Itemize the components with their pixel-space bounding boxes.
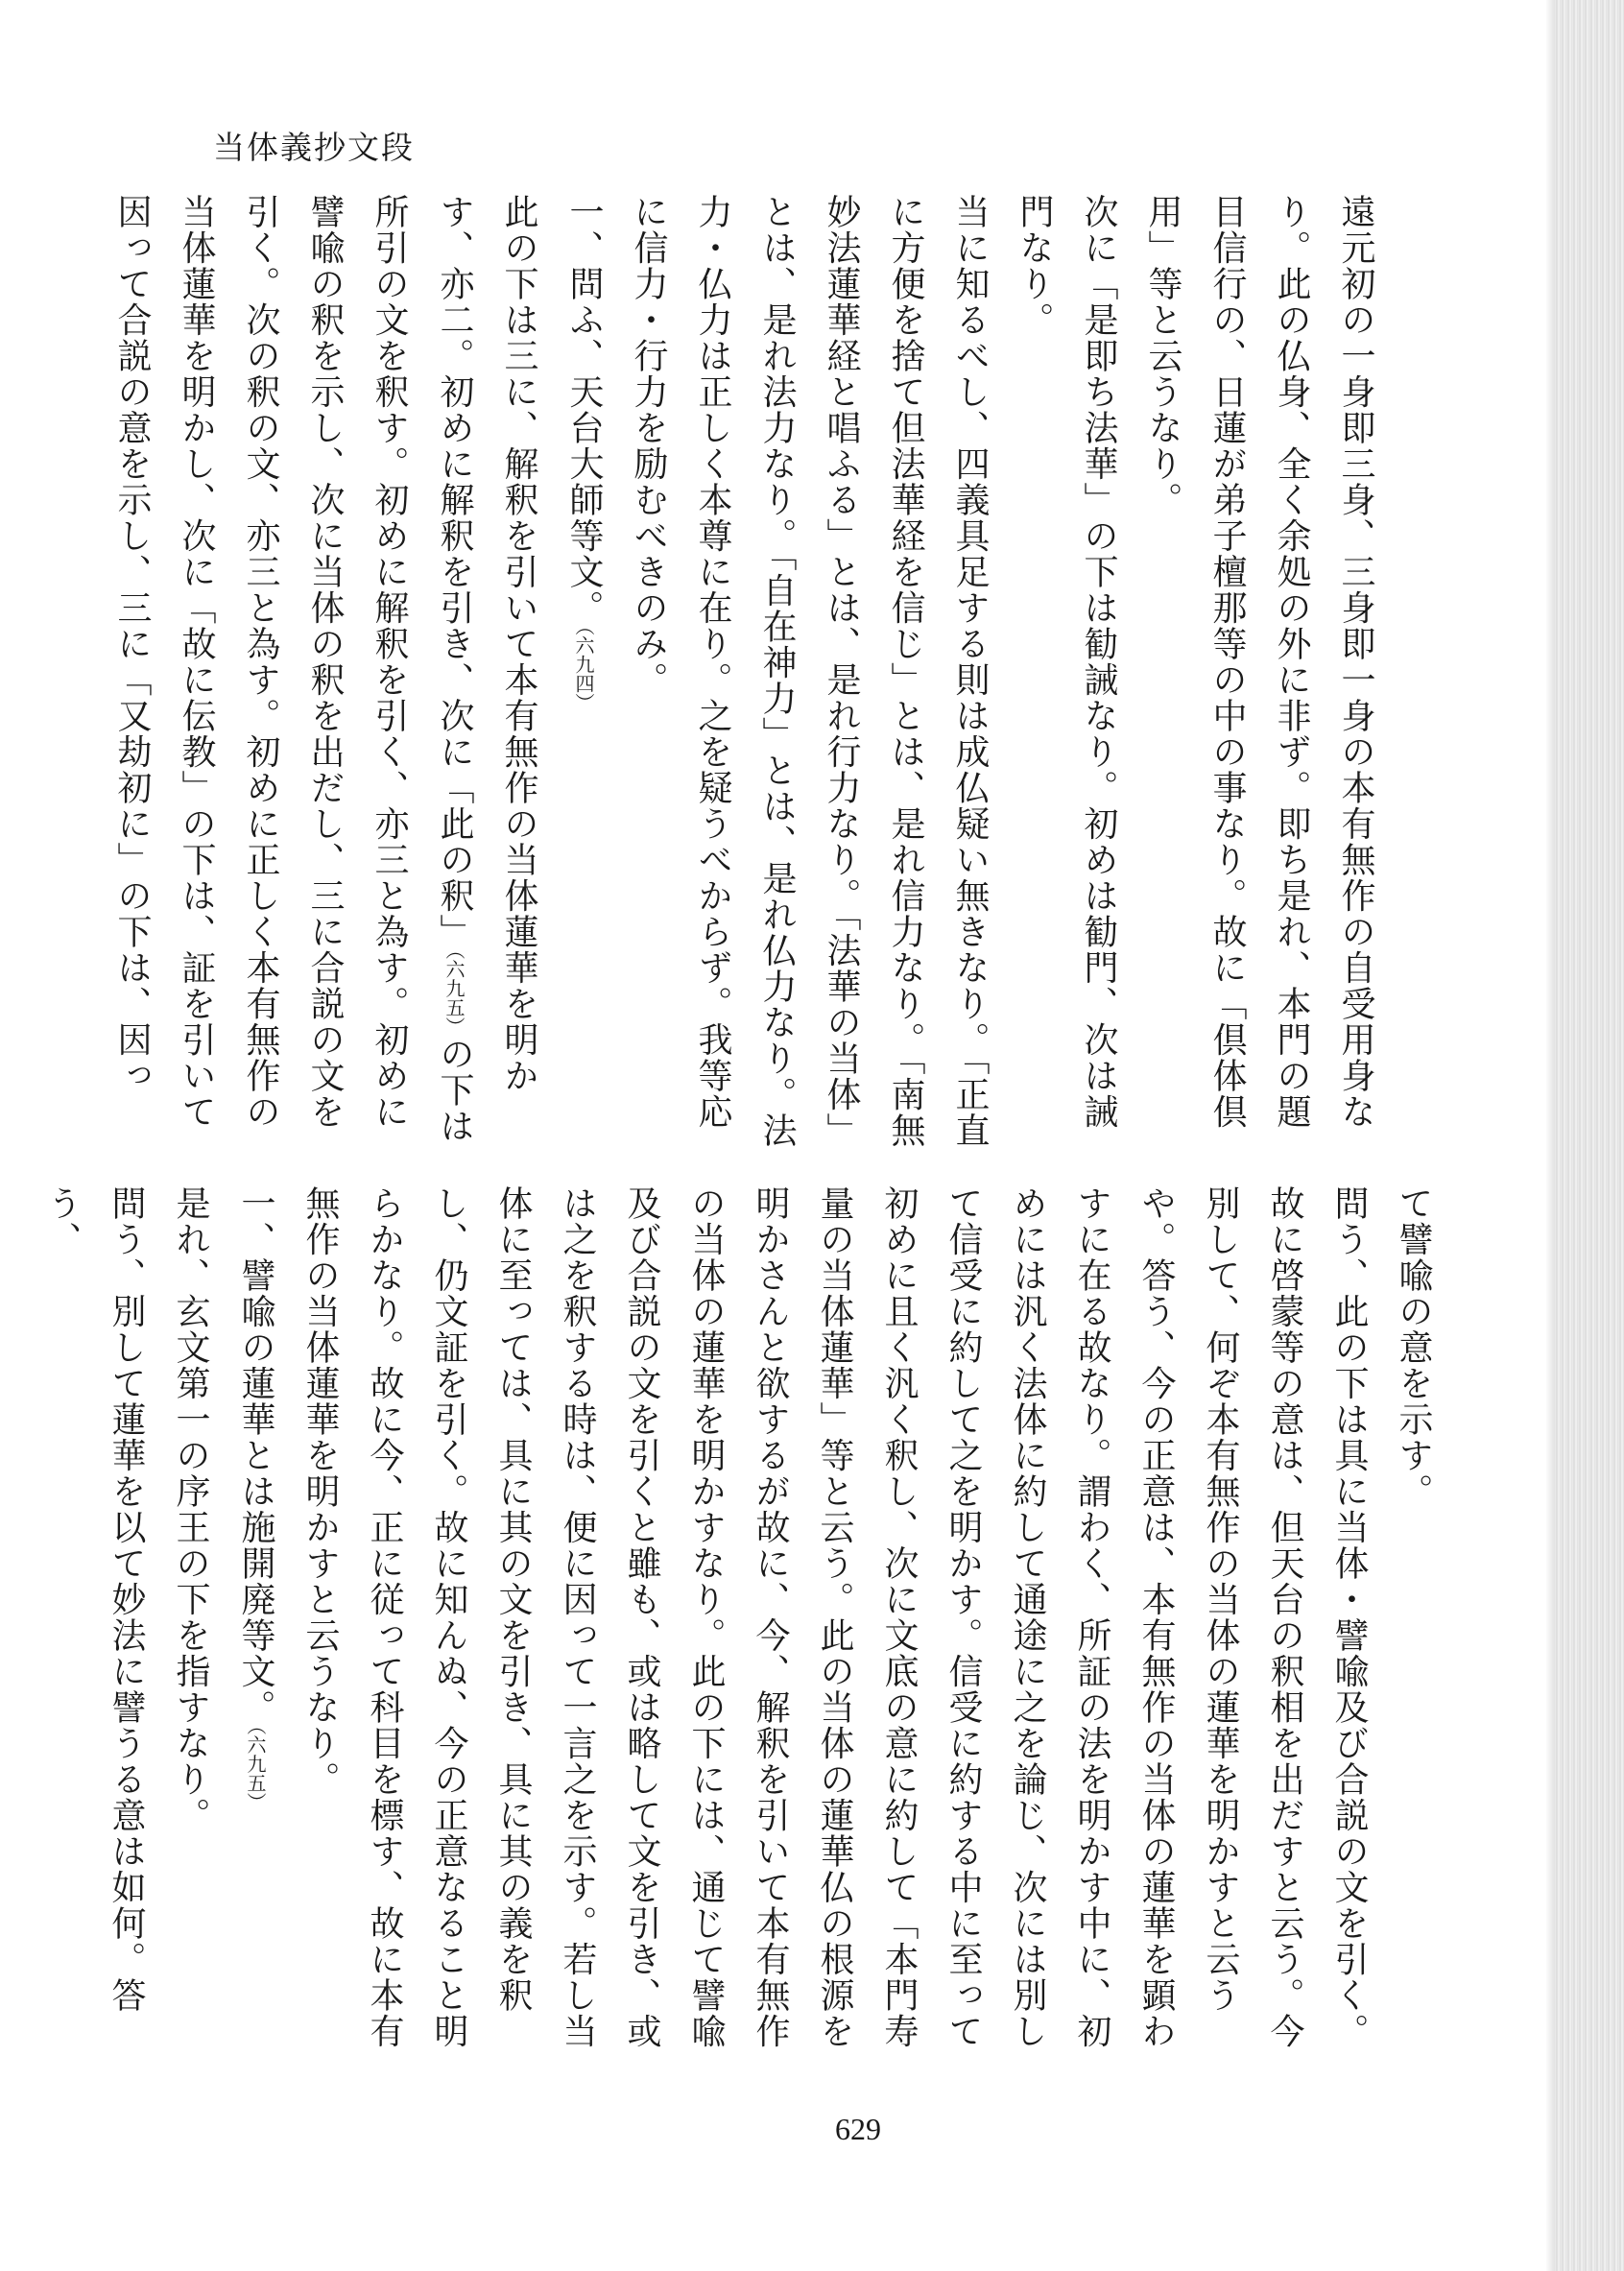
paragraph-text: の下 — [435, 1036, 474, 1109]
paragraph: て譬喩の意を示す。 — [1394, 1185, 1433, 1510]
paragraph-text: は所引の文を釈す。初めに解釈を引く、亦三と為す。初めに譬喩の釈を示し、次に当体の釈を出だし、三に合説の文を引く。次の釈の文、亦三と為す。初めに正しく本有無作の当体蓮華を明かし、次に「故に伝教」の下は、証を引いて因って合説の意を示し、三に「又劫初に」の下は、因っ — [112, 194, 474, 1144]
paragraph: 問う、此の下は具に当体・譬喩及び合説の文を引く。故に啓蒙等の意は、但天台の釈相を出だすと云う。今別して、何ぞ本有無作の当体の蓮華を明かすと云うや。答う、今の正意は、本有無作の当体の蓮華を顕わすに在る故なり。謂わく、所証の法を明かす中に、初めには汎く法体に約して通途に之を論じ、次には別して信受に約して之を明かす。信受に約する中に至って初めに且く汎く釈し、次に文底の意に約して「本門寿量の当体蓮華」等と云う。此の当体の蓮華仏の根源を明かさんと欲するが故に、今、解釈を引いて本有無作の当体の蓮華を明かすなり。此の下には、通じて譬喩及び合説の文を引くと雖も、或は略して文を引き、或は之を釈する時は、便に因って一言之を示す。若し当体に至っては、具に其の文を引き、具に其の義を釈し、仍文証を引く。故に知んぬ、今の正意なること明らかなり。故に今、正に従って科目を標す、故に本有無作の当体蓮華を明かすと云うなり。 — [300, 1185, 1369, 2049]
text-block-upper — [112, 194, 1388, 1154]
heading-text: 一、譬喩の蓮華とは施開廃等文。 — [236, 1185, 275, 1726]
text-block-lower — [42, 1185, 1445, 2068]
page-gutter-shadow — [1555, 0, 1624, 2271]
page-citation: （六九五） — [442, 949, 466, 1037]
paragraph: 遠元初の一身即三身、三身即一身の本有無作の自受用身なり。此の仏身、全く余処の外に非ず。即ち是れ、本門の題目信行の、日蓮が弟子檀那等の中の事なり。故に「倶体倶用」等と云うなり。 — [1143, 194, 1375, 1130]
page-citation: （六九四） — [572, 626, 595, 712]
running-title: 当体義抄文段 — [213, 129, 415, 166]
paragraph-heading — [223, 1185, 288, 2068]
paragraph: 当に知るべし、四義具足する則は成仏疑い無きなり。「正直に方便を捨て但法華経を信じ」とは、是れ信力なり。「南無妙法蓮華経と唱ふる」とは、是れ行力なり。「法華の当体」とは、是れ法力なり。「自在神力」とは、是れ仏力なり。法力・仏力は正しく本尊に在り。之を疑うべからず。我等応に信力・行力を励むべきのみ。 — [629, 194, 990, 1149]
page-citation: （六九五） — [244, 1725, 267, 1812]
heading-text: 一、問ふ、天台大師等文。 — [564, 194, 604, 626]
paragraph — [100, 194, 551, 1154]
page-number: 629 — [835, 2112, 881, 2146]
paragraph: 是れ、玄文第一の序王の下を指すなり。 — [171, 1185, 210, 1833]
paragraph-heading — [551, 194, 616, 1154]
paragraph: 次に「是即ち法華」の下は勧誡なり。初めは勧門、次は誡門なり。 — [1015, 194, 1118, 1130]
paragraph-text: 此の下は三に、解釈を引いて本有無作の当体蓮華を明かす、亦二。初めに解釈を引き、次に「此の釈」 — [435, 194, 538, 1094]
paragraph: 問う、別して蓮華を以て妙法に譬うる意は如何。答う、 — [42, 1185, 146, 2014]
